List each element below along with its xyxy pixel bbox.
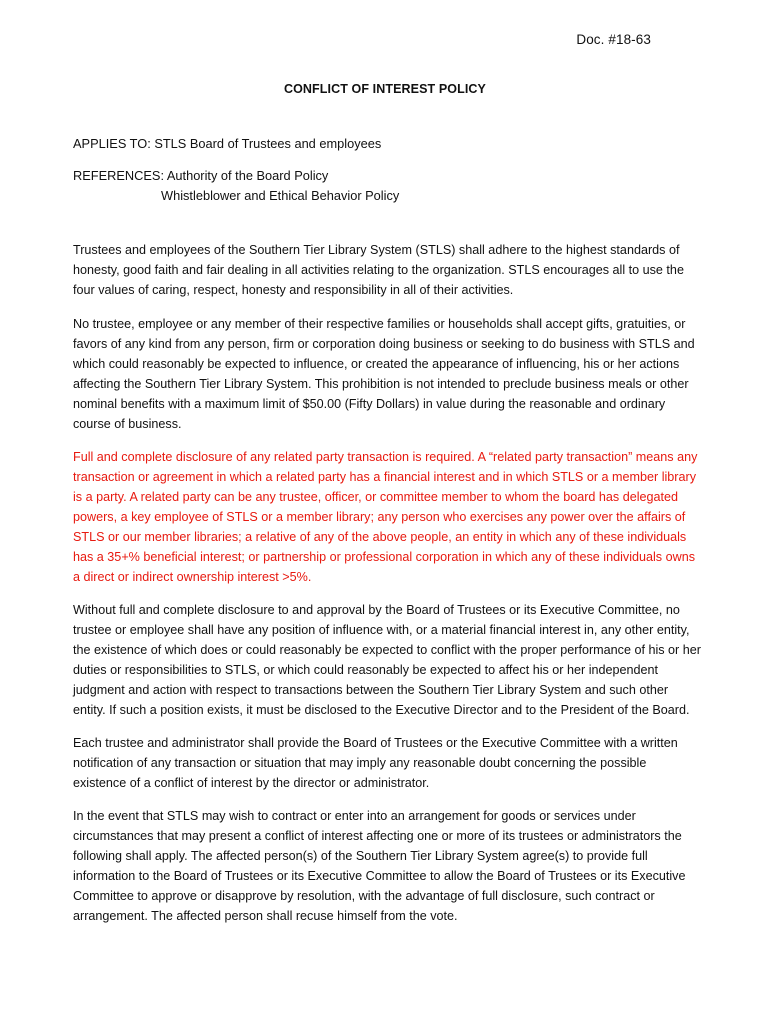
paragraph-position-of-influence: Without full and complete disclosure to and approval by the Board of Trustees or its Executive Committee, no trustee or employee shall have any position of influence with, or a material financial interest in, any other entity, the existence of which does or could reasonably be expected to conflict with the proper performance of his or her duties or responsibilities to STLS, or which could reasonably be expected to affect his or her independent judgment and action with respect to transactions between the Southern Tier Library System and such other entity. If such a position exists, it must be disclosed to the Executive Director and to the President of the Board. [73, 603, 701, 717]
paragraph-written-notification: Each trustee and administrator shall provide the Board of Trustees or the Executive Committee with a written notification of any transaction or situation that may imply any reasonable doubt concerning the possible existence of a conflict of interest by the director or administrator. [73, 736, 678, 790]
paragraph-related-party-disclosure: Full and complete disclosure of any related party transaction is required. A “related party transaction” means any transaction or agreement in which a related party has a financial interest and in which STLS or a member library is a party. A related party can be any trustee, officer, or committee member to whom the board has delegated powers, a key employee of STLS or a member library; any person who exercises any power over the affairs of STLS or our member libraries; a relative of any of the above people, an entity in which any of these individuals has a 35+% beneficial interest; or partnership or professional corporation in which any of these individuals owns a direct or indirect ownership interest >5%. [73, 450, 698, 584]
policy-body [73, 240, 703, 939]
doc-number: Doc. #18-63 [576, 32, 651, 47]
paragraph-standards: Trustees and employees of the Southern Tier Library System (STLS) shall adhere to the highest standards of honesty, good faith and fair dealing in all activities relating to the organization. STLS encourages all to use the four values of caring, respect, honesty and responsibility in all of their activities. [73, 243, 684, 297]
references-line-continued: Whistleblower and Ethical Behavior Policy [161, 188, 400, 203]
applies-to-line: APPLIES TO: STLS Board of Trustees and employees [73, 136, 382, 151]
page-title: CONFLICT OF INTEREST POLICY [283, 82, 486, 96]
paragraph-gifts: No trustee, employee or any member of their respective families or households shall accept gifts, gratuities, or favors of any kind from any person, firm or corporation doing business or seeking to do business with STLS and which could reasonably be expected to influence, or created the appearance of influencing, his or her actions affecting the Southern Tier Library System. This prohibition is not intended to preclude business meals or other nominal benefits with a maximum limit of $50.00 (Fifty Dollars) in value during the reasonable and ordinary course of business. [73, 317, 695, 431]
references-line: REFERENCES: Authority of the Board Policy [73, 168, 329, 183]
paragraph-contract-procedure: In the event that STLS may wish to contract or enter into an arrangement for goods or services under circumstances that may present a conflict of interest affecting one or more of its trustees or administrators the following shall apply. The affected person(s) of the Southern Tier Library System agree(s) to provide full information to the Board of Trustees or its Executive Committee to allow the Board of Trustees or its Executive Committee to approve or disapprove by resolution, with the advantage of full disclosure, such contract or arrangement. The affected person shall recuse himself from the vote. [73, 809, 686, 923]
